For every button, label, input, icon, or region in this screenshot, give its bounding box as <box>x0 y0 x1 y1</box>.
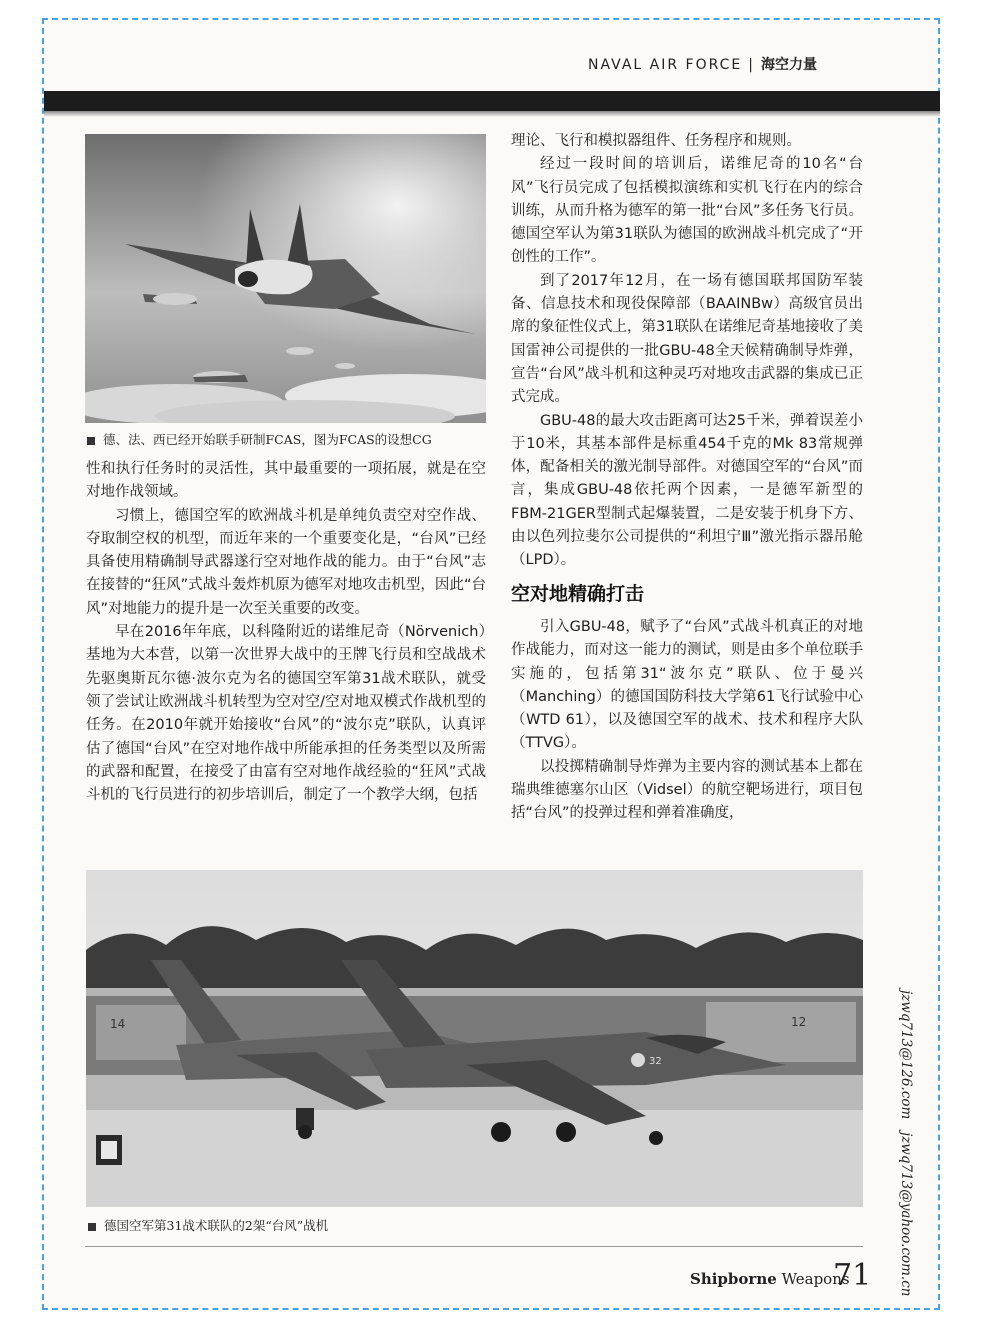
side-email-126: jzwq713@126.com <box>898 990 914 1120</box>
fcas-caption-text: 德、法、西已经开始联手研制FCAS，图为FCAS的设想CG <box>103 432 432 447</box>
left-text-column <box>86 458 486 807</box>
header-bar-shadow <box>44 111 940 117</box>
running-header <box>588 54 878 76</box>
right-paragraph-6: 以投掷精确制导炸弹为主要内容的测试基本上都在瑞典维德塞尔山区（Vidsel）的航空靶场进行，项目包括“台风”的投弹过程和弹着准确度， <box>511 758 863 822</box>
header-bar <box>44 91 940 111</box>
side-email-yahoo: jzwq713@yahoo.com.cn <box>898 1132 914 1297</box>
hangar-number-14: 14 <box>110 1017 126 1031</box>
right-paragraph-4: GBU-48的最大攻击距离可达25千米，弹着误差小于10米，其基本部件是标重454千克的Mk 83常规弹体，配备相关的激光制导部件。对德国空军的“台风”而言，集成GBU-48依托两个因素，一是德军新型的FBM-21GER型制式起爆装置，二是安装于机身下方、由以色列拉斐尔公司提供的“利坦宁Ⅲ”激光指示器吊舱（LPD）。 <box>511 412 863 569</box>
left-paragraph-2: 习惯上，德国空军的欧洲战斗机是单纯负责空对空作战、夺取制空权的机型，而近年来的一个重要变化是，“台风”已经具备使用精确制导武器遂行空对地作战的能力。由于“台风”志在接替的“狂风”式战斗轰炸机原为德军对地攻击机型，因此“台风”对地能力的提升是一次至关重要的改变。 <box>86 507 486 617</box>
jet-tail-number: 32 <box>649 1056 662 1067</box>
left-paragraph-1: 性和执行任务时的灵活性，其中最重要的一项拓展，就是在空对地作战领域。 <box>86 461 486 501</box>
right-paragraph-3: 到了2017年12月，在一场有德国联邦国防军装备、信息技术和现役保障部（BAAINBw）高级官员出席的象征性仪式上，第31联队在诺维尼奇基地接收了美国雷神公司提供的一批GBU-48全天候精确制导炸弹，宣告“台风”战斗机和这种灵巧对地攻击武器的集成已正式完成。 <box>511 272 863 406</box>
typhoon-photo-caption <box>88 1216 588 1234</box>
typhoon-caption-text: 德国空军第31战术联队的2架“台风”战机 <box>104 1218 329 1233</box>
header-separator: | <box>748 57 755 73</box>
page-number: 71 <box>833 1258 872 1293</box>
fcas-concept-illustration <box>85 134 486 423</box>
right-paragraph-1: 理论、飞行和模拟器组件、任务程序和规则。 <box>511 133 801 149</box>
typhoon-jets-illustration <box>86 870 863 1207</box>
footer-brand <box>690 1270 850 1288</box>
left-paragraph-3: 早在2016年年底，以科隆附近的诺维尼奇（Nörvenich）基地为大本营，以第一次世界大战中的王牌飞行员和空战战术先驱奥斯瓦尔德·波尔克为名的德国空军第31战术联队，就受领了尝试让欧洲战斗机转型为空对空/空对地双模式作战机型的任务。在2010年就开始接收“台风”的“波尔克”联队，认真评估了德国“台风”在空对地作战中所能承担的任务类型以及所需的武器和配置，在接受了由富有空对地作战经验的“狂风”式战斗机的飞行员进行的初步培训后，制定了一个教学大纲，包括 <box>86 624 486 804</box>
section-heading: 空对地精确打击 <box>511 582 645 605</box>
typhoon-jets-photo <box>86 870 863 1207</box>
footer-rule <box>85 1246 863 1247</box>
hangar-number-12: 12 <box>791 1015 807 1029</box>
caption-bullet-icon <box>88 1223 96 1231</box>
footer-brand-rest: Weapons <box>781 1270 850 1288</box>
right-paragraph-5: 引入GBU-48，赋予了“台风”式战斗机真正的对地作战能力，而对这一能力的测试，则是由多个单位联手实施的，包括第31“波尔克”联队、位于曼兴（Manching）的德国国防科技大学第61飞行试验中心（WTD 61），以及德国空军的战术、技术和程序大队（TTVG）。 <box>511 618 863 752</box>
caption-bullet-icon <box>87 437 95 445</box>
header-chinese: 海空力量 <box>761 57 817 73</box>
footer-brand-bold: Shipborne <box>690 1270 777 1288</box>
right-paragraph-2: 经过一段时间的培训后，诺维尼奇的10名“台风”飞行员完成了包括模拟演练和实机飞行在内的综合训练，从而升格为德军的第一批“台风”多任务飞行员。德国空军认为第31联队为德国的欧洲战斗机完成了“开创性的工作”。 <box>511 156 863 266</box>
fcas-photo-caption <box>87 430 487 448</box>
right-text-column <box>511 130 863 826</box>
header-english: NAVAL AIR FORCE <box>588 57 743 73</box>
fcas-concept-photo <box>85 134 486 423</box>
